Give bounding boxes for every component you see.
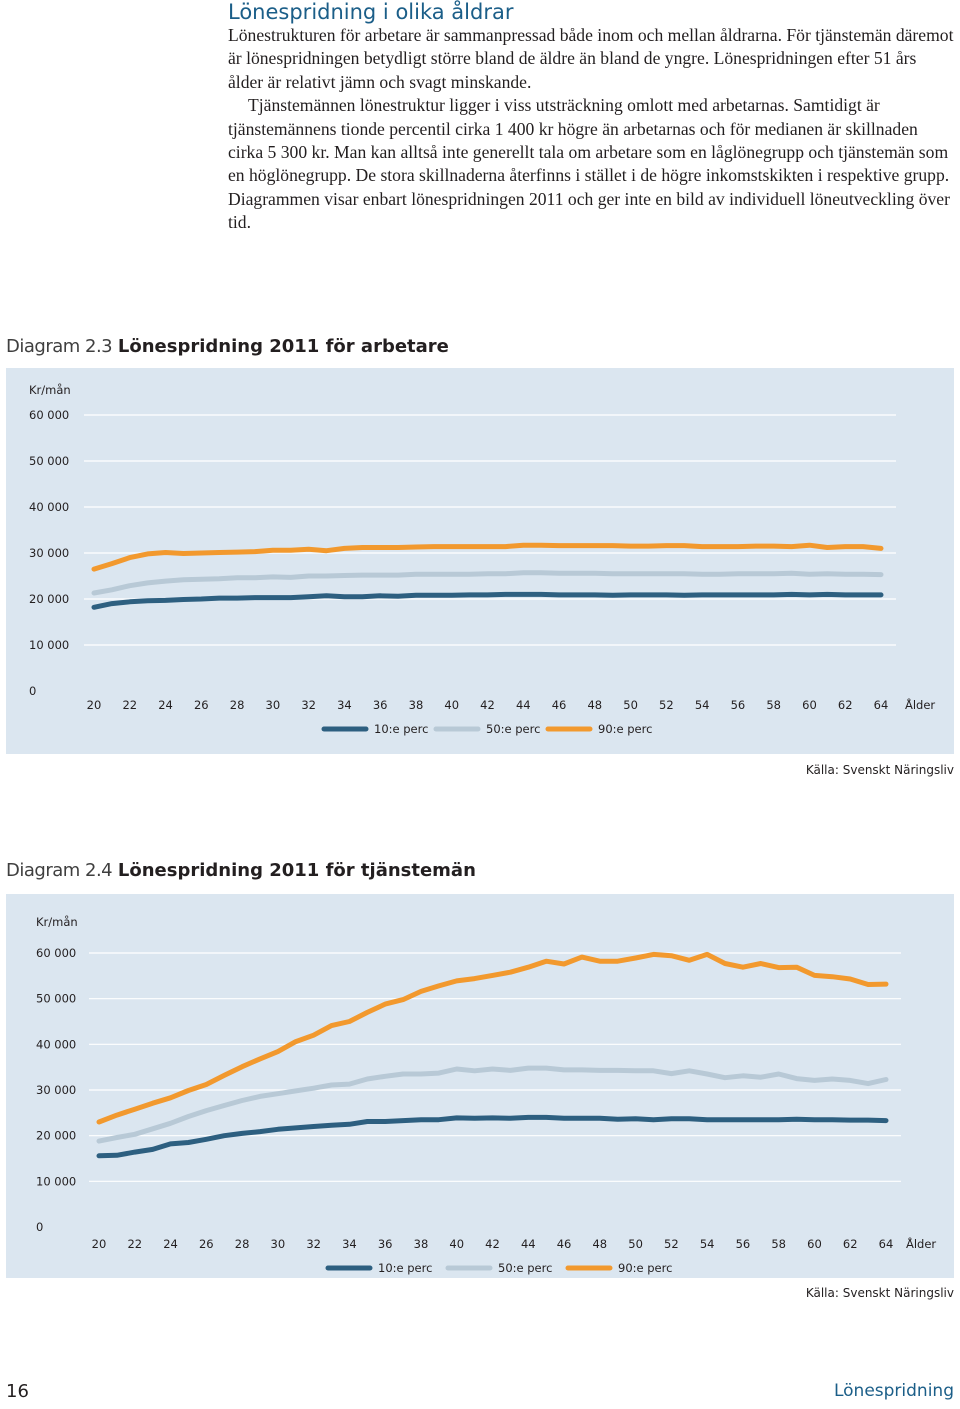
diagram-1-title [6, 336, 449, 357]
paragraph-1: Lönestrukturen för arbetare är sammanpressad både inom och mellan åldrarna. För tjänstemän däremot är lönespridningen betydligt större bland de äldre än bland de yngre. Lönespridningen efter 51 års ålder är relativt jämn och svagt minskande. [228, 25, 954, 92]
chart-1-x-axis-label: Ålder [905, 698, 936, 712]
chart-1-y-tick-label: 60 000 [29, 408, 70, 422]
chart-2-y-axis-label: Kr/mån [36, 915, 78, 929]
chart-2-y-tick-label: 60 000 [36, 946, 77, 960]
chart-2-x-tick-label: 46 [556, 1237, 572, 1251]
chart-2-svg [6, 894, 954, 1278]
diagram-2-number: Diagram 2.4 [6, 860, 113, 881]
chart-1-x-tick-label: 42 [480, 698, 495, 712]
chart-1-x-tick-label: 28 [229, 698, 245, 712]
diagram-2-title [6, 860, 476, 881]
chart-1-y-tick-label: 20 000 [29, 592, 70, 606]
chart-1-x-tick-label: 46 [551, 698, 567, 712]
chart-2-series-p90-line [99, 954, 886, 1122]
paragraph-2: Tjänstemännen lönestruktur ligger i viss utsträckning omlott med arbetarnas. Samtidigt är tjänstemännens tionde percentil cirka 1 400 kr högre än arbetarnas och för medianen är skillnaden cirka 5 300 kr. Man kan alltså inte generellt tala om arbetare som en låglönegrupp och tjänstemän som en höglönegrupp. De stora skillnaderna återfinns i stället i de högre inkomstskikten i respektive grupp. Diagrammen visar enbart lönespridningen 2011 och ger inte en bild av individuell löneutveckling över tid. [228, 95, 950, 233]
chart-1-series-p10-line [94, 594, 881, 607]
chart-1-x-tick-label: 38 [408, 698, 424, 712]
chart-2-legend-label-p10: 10:e perc [378, 1261, 433, 1275]
chart-1-x-tick-label: 58 [766, 698, 782, 712]
chart-2-x-tick-label: 52 [664, 1237, 679, 1251]
chart-2-y-tick-label: 50 000 [36, 991, 77, 1006]
chart-2-y-tick-label: 10 000 [36, 1174, 77, 1189]
chart-1-legend-label-p50: 50:e perc [486, 722, 541, 736]
diagram-1-heading: Lönespridning 2011 för arbetare [117, 336, 449, 357]
chart-1-x-tick-label: 62 [837, 698, 853, 712]
chart-1-x-tick-label: 24 [158, 698, 173, 712]
chart-2-x-tick-label: 56 [735, 1237, 751, 1251]
chart-2-x-tick-label: 60 [807, 1237, 822, 1251]
chart-2-x-tick-label: 28 [234, 1237, 250, 1251]
chart-1-x-tick-label: 50 [623, 698, 638, 712]
chart-1-x-tick-label: 64 [873, 698, 889, 712]
chart-2-x-tick-label: 44 [520, 1237, 536, 1251]
chart-2-x-tick-label: 42 [485, 1237, 500, 1251]
chart-1-x-tick-label: 20 [86, 698, 102, 712]
chart-1-series-p50-line [94, 573, 881, 593]
chart-2-legend-label-p50: 50:e perc [498, 1261, 553, 1275]
chart-2-x-tick-label: 64 [878, 1237, 894, 1251]
chart-2-x-tick-label: 50 [628, 1237, 643, 1251]
chart-1-series-p90-line [94, 545, 881, 569]
chart-1-legend-label-p10: 10:e perc [374, 722, 429, 736]
chart-1-x-tick-label: 34 [337, 698, 352, 712]
chart-1-panel [6, 368, 954, 754]
chart-1-x-tick-label: 44 [515, 698, 531, 712]
chart-1-x-tick-label: 22 [122, 698, 138, 712]
chart-1-x-tick-label: 48 [587, 698, 603, 712]
chart-2-x-tick-label: 40 [449, 1237, 465, 1251]
page-number: 16 [6, 1381, 29, 1402]
chart-2-x-tick-label: 32 [306, 1237, 321, 1251]
chart-1-x-tick-label: 60 [802, 698, 817, 712]
diagram-1-source: Källa: Svenskt Näringsliv [805, 763, 954, 777]
chart-2-x-tick-label: 30 [270, 1237, 286, 1251]
chart-1-y-axis-label: Kr/mån [29, 383, 71, 397]
diagram-2-heading: Lönespridning 2011 för tjänstemän [117, 860, 476, 881]
diagram-2-source: Källa: Svenskt Näringsliv [805, 1286, 954, 1300]
chart-1-x-tick-label: 26 [193, 698, 209, 712]
chart-1-y-tick-label: 10 000 [29, 638, 70, 652]
chart-2-x-tick-label: 62 [842, 1237, 858, 1251]
chart-2-x-axis-label: Ålder [906, 1237, 937, 1251]
chart-1-x-tick-label: 52 [659, 698, 674, 712]
chart-2-y-tick-label: 0 [36, 1220, 44, 1234]
body-text [228, 24, 954, 235]
chart-2-y-tick-label: 30 000 [36, 1083, 77, 1097]
chart-1-x-tick-label: 36 [372, 698, 388, 712]
chart-1-svg [6, 368, 954, 754]
chart-1-y-tick-label: 40 000 [29, 500, 70, 514]
chart-1-x-tick-label: 30 [265, 698, 281, 712]
chart-2-panel [6, 894, 954, 1278]
chart-2-x-tick-label: 20 [91, 1237, 107, 1251]
chart-2-x-tick-label: 48 [592, 1237, 608, 1251]
footer-section-name: Lönespridning [833, 1381, 954, 1401]
chart-1-y-tick-label: 50 000 [29, 454, 70, 468]
chart-2-y-tick-label: 20 000 [36, 1128, 77, 1143]
section-heading: Lönespridning i olika åldrar [228, 0, 514, 24]
diagram-1-number: Diagram 2.3 [6, 336, 113, 357]
chart-1-x-tick-label: 32 [301, 698, 316, 712]
chart-2-y-tick-label: 40 000 [36, 1037, 77, 1052]
chart-2-x-tick-label: 26 [198, 1237, 214, 1251]
chart-1-x-tick-label: 40 [444, 698, 460, 712]
chart-1-x-tick-label: 54 [694, 698, 710, 712]
chart-1-y-tick-label: 0 [29, 684, 37, 698]
chart-2-x-tick-label: 36 [377, 1237, 393, 1251]
chart-2-x-tick-label: 24 [163, 1237, 178, 1251]
chart-2-x-tick-label: 54 [699, 1237, 715, 1251]
chart-1-y-tick-label: 30 000 [29, 546, 70, 560]
chart-2-x-tick-label: 38 [413, 1237, 429, 1251]
chart-1-legend-label-p90: 90:e perc [598, 722, 653, 736]
chart-2-x-tick-label: 34 [342, 1237, 357, 1251]
chart-1-x-tick-label: 56 [730, 698, 746, 712]
chart-2-series-p10-line [99, 1117, 886, 1155]
chart-2-legend-label-p90: 90:e perc [618, 1261, 673, 1275]
chart-2-x-tick-label: 58 [771, 1237, 787, 1251]
chart-2-x-tick-label: 22 [127, 1237, 143, 1251]
